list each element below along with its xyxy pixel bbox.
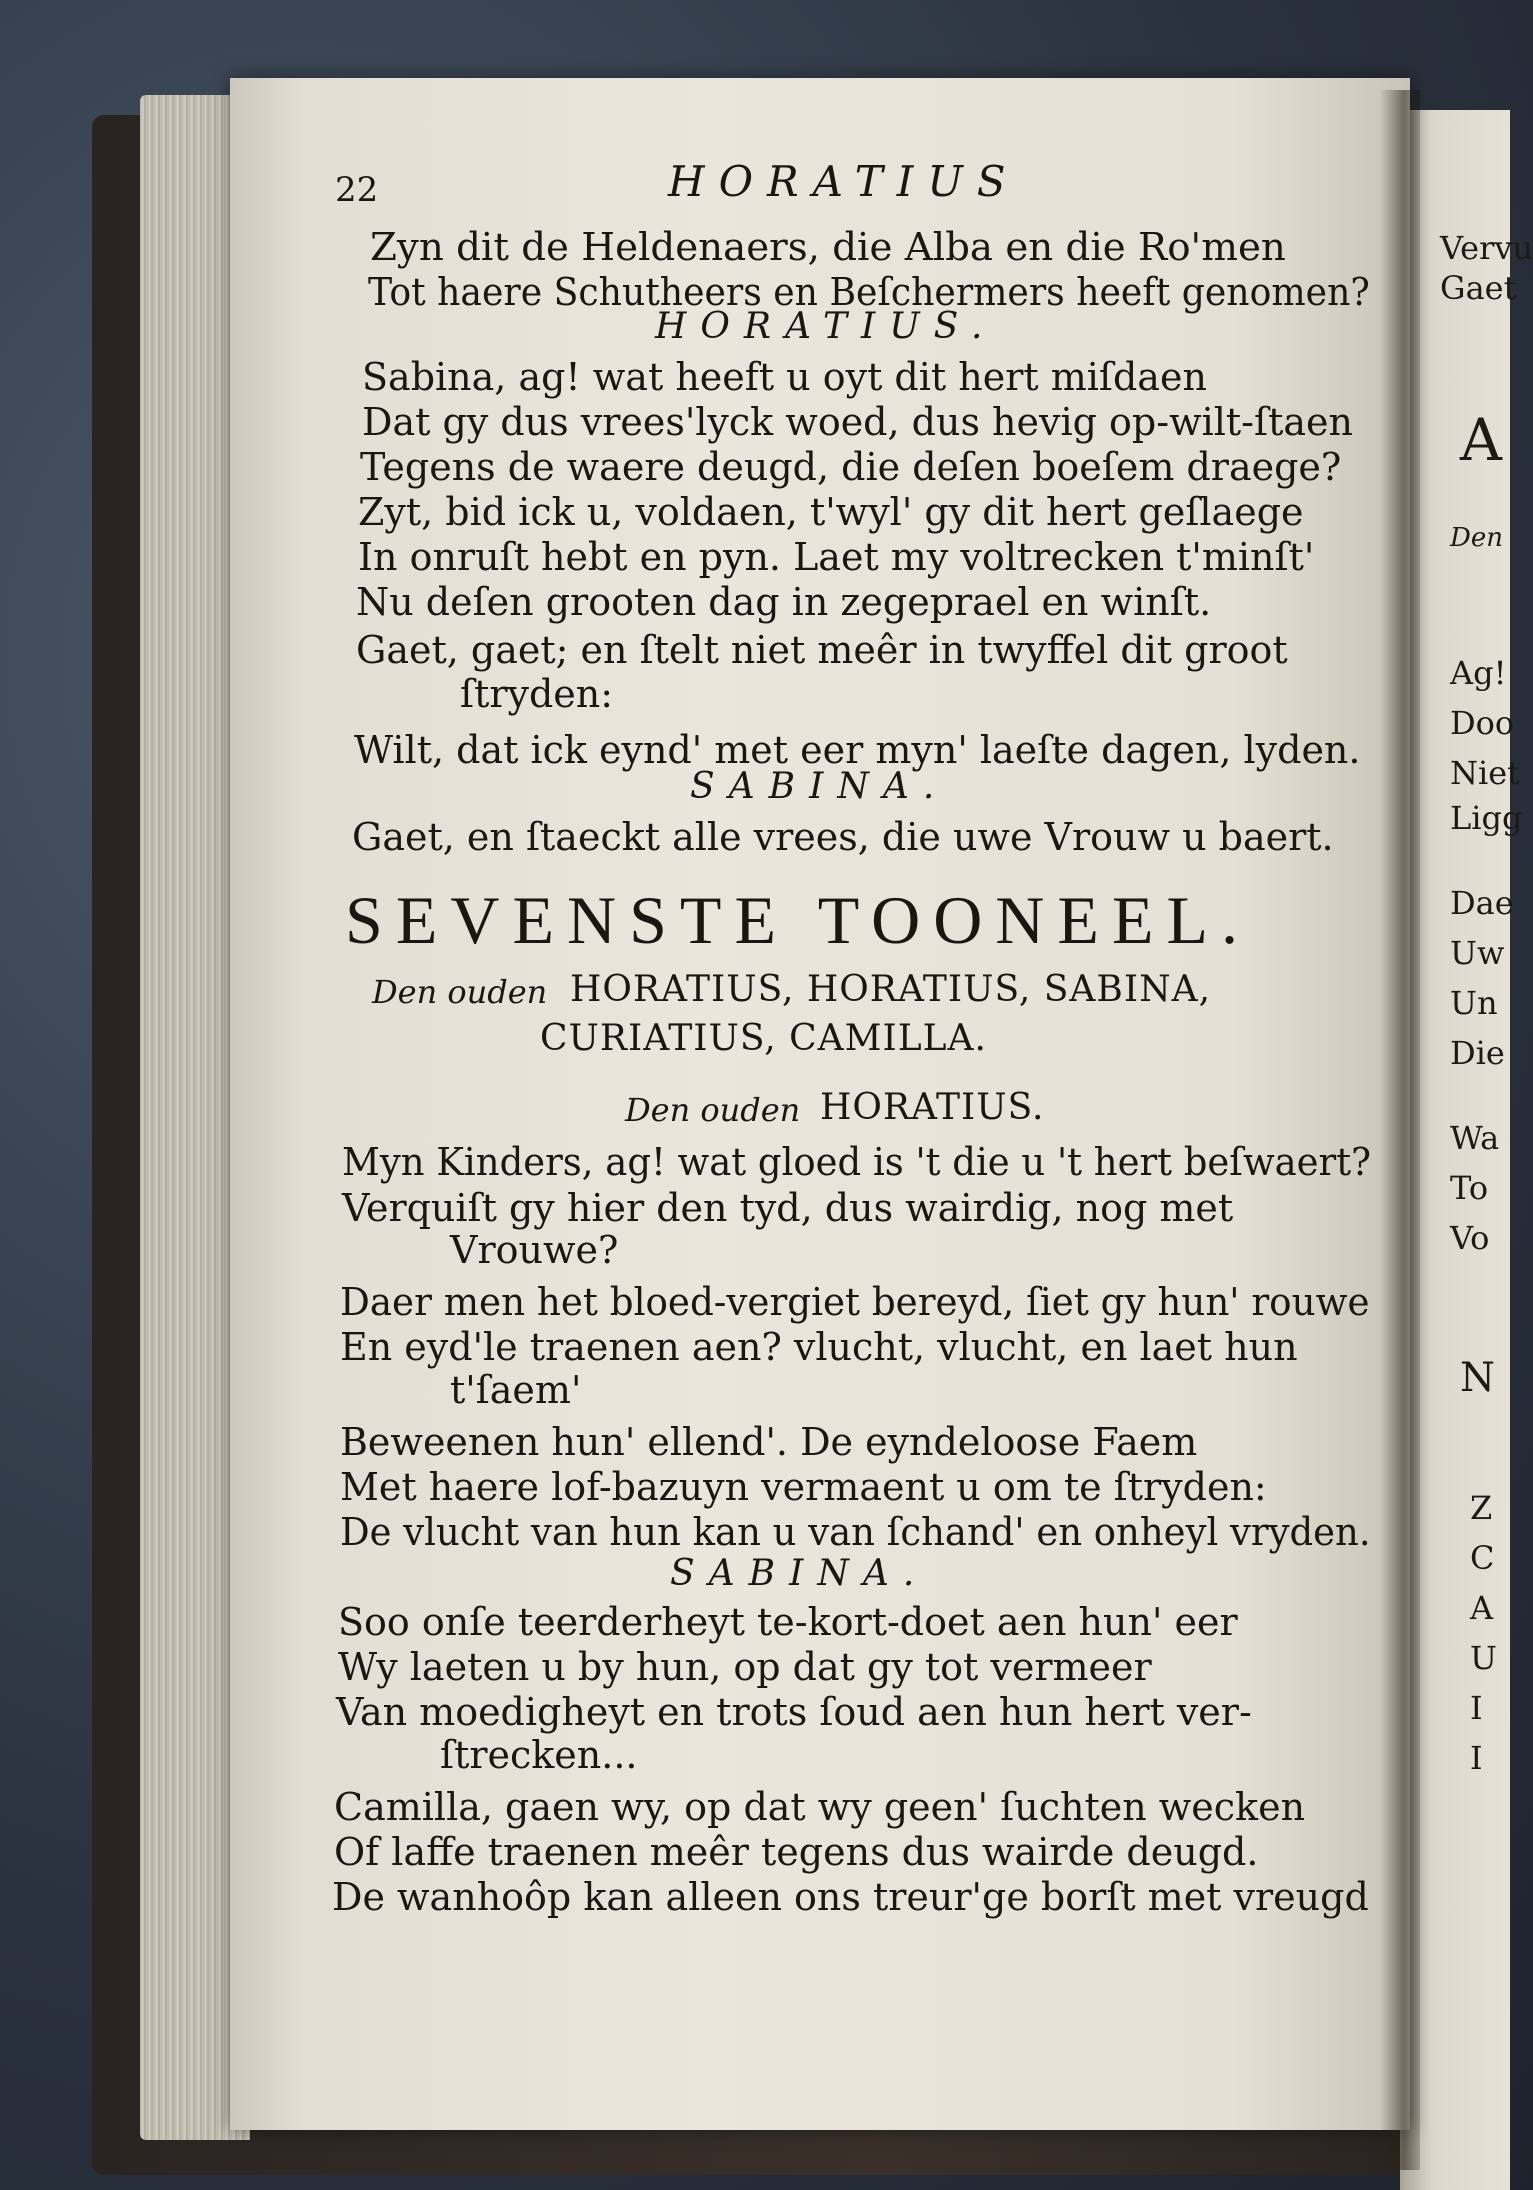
verse-line: Camilla, gaen wy, op dat wy geen' ſuchten wecken [334, 1785, 1306, 1829]
right-fragment: C [1470, 1539, 1495, 1577]
verse-line: ſtrecken... [440, 1733, 638, 1777]
verse-line: Vrouwe? [450, 1228, 619, 1272]
verse-line: Wilt, dat ick eynd' met eer myn' laeſte dagen, lyden. [354, 728, 1361, 772]
right-fragment: Den [1450, 523, 1503, 553]
right-fragment: Gaet [1440, 269, 1517, 307]
right-fragment: Ag! [1450, 654, 1507, 692]
verse-line: Soo onſe teerderheyt te-kort-doet aen hun' eer [338, 1600, 1238, 1644]
speaker-heading: SABINA. [690, 766, 949, 807]
verse-line: Dat gy dus vrees'lyck woed, dus hevig op-wilt-ſtaen [362, 400, 1353, 444]
verse-line: Tegens de waere deugd, die deſen boeſem draege? [360, 445, 1342, 489]
verse-line: De vlucht van hun kan u van ſchand' en onheyl vryden. [340, 1510, 1371, 1554]
right-fragment: Un [1450, 984, 1498, 1022]
verse-line: Gaet, en ſtaeckt alle vrees, die uwe Vrouw u baert. [352, 815, 1334, 859]
right-fragment: Vervu [1440, 229, 1533, 267]
verse-line: t'ſaem' [450, 1368, 582, 1412]
cast-prefix: Den ouden [372, 973, 548, 1011]
verse-line: En eyd'le traenen aen? vlucht, vlucht, en laet hun [340, 1325, 1298, 1369]
right-fragment: N [1460, 1355, 1495, 1401]
speaker-heading: HORATIUS. [820, 1087, 1045, 1128]
right-fragment: Uw [1450, 934, 1505, 972]
speaker-heading: HORATIUS. [655, 306, 997, 347]
cast-line: CURIATIUS, CAMILLA. [540, 1018, 987, 1059]
right-fragment: To [1450, 1169, 1489, 1207]
right-fragment: U [1470, 1639, 1497, 1677]
running-head: HORATIUS [668, 157, 1020, 206]
verse-line: ſtryden: [460, 672, 614, 716]
right-fragment: Z [1470, 1489, 1493, 1527]
verse-line: Met haere lof-bazuyn vermaent u om te ſtryden: [340, 1465, 1267, 1509]
verse-line: Van moedigheyt en trots ſoud aen hun hert ver- [336, 1690, 1252, 1734]
verse-line: Beweenen hun' ellend'. De eyndeloose Faem [340, 1420, 1198, 1464]
right-fragment: Die [1450, 1034, 1505, 1072]
right-fragment: Niet [1450, 754, 1521, 792]
verse-line: Tot haere Schutheers en Beſchermers heeft genomen? [368, 270, 1370, 314]
verse-line: Verquiſt gy hier den tyd, dus wairdig, nog met [342, 1186, 1234, 1230]
right-fragment: Dae [1450, 884, 1514, 922]
verse-line: Daer men het bloed-vergiet bereyd, ſiet gy hun' rouwe [340, 1280, 1370, 1324]
verse-line: Of laffe traenen meêr tegens dus wairde deugd. [334, 1830, 1259, 1874]
right-fragment: Doo [1450, 704, 1515, 742]
verse-line: Myn Kinders, ag! wat gloed is 't die u 't hert beſwaert? [342, 1140, 1371, 1184]
verse-line: Nu deſen grooten dag in zegeprael en winſt. [356, 580, 1212, 624]
verse-line: De wanhoôp kan alleen ons treur'ge borſt met vreugd [332, 1875, 1369, 1919]
right-fragment: A [1470, 1589, 1494, 1627]
speaker-prefix: Den ouden [625, 1091, 801, 1129]
right-fragment: I [1470, 1739, 1483, 1777]
scene-title: SEVENSTE TOONEEL. [345, 882, 1252, 958]
speaker-heading: SABINA. [670, 1553, 929, 1594]
right-fragment: Vo [1450, 1219, 1490, 1257]
cast-line: HORATIUS, HORATIUS, SABINA, [570, 969, 1212, 1010]
verse-line: In onruſt hebt en pyn. Laet my voltrecken t'minſt' [358, 535, 1315, 579]
right-fragment: A [1460, 406, 1502, 474]
book-gutter [1380, 90, 1420, 2170]
verse-line: Wy laeten u by hun, op dat gy tot vermeer [338, 1645, 1152, 1689]
page-number: 22 [335, 170, 379, 210]
right-fragment: Wa [1450, 1119, 1500, 1157]
verse-line: Gaet, gaet; en ſtelt niet meêr in twyffel dit groot [356, 628, 1288, 672]
verse-line: Sabina, ag! wat heeft u oyt dit hert miſdaen [362, 355, 1207, 399]
right-fragment: Ligg [1450, 799, 1523, 837]
verse-line: Zyn dit de Heldenaers, die Alba en die Ro'men [370, 225, 1286, 269]
right-fragment: I [1470, 1689, 1483, 1727]
verse-line: Zyt, bid ick u, voldaen, t'wyl' gy dit hert geſlaege [358, 490, 1304, 534]
